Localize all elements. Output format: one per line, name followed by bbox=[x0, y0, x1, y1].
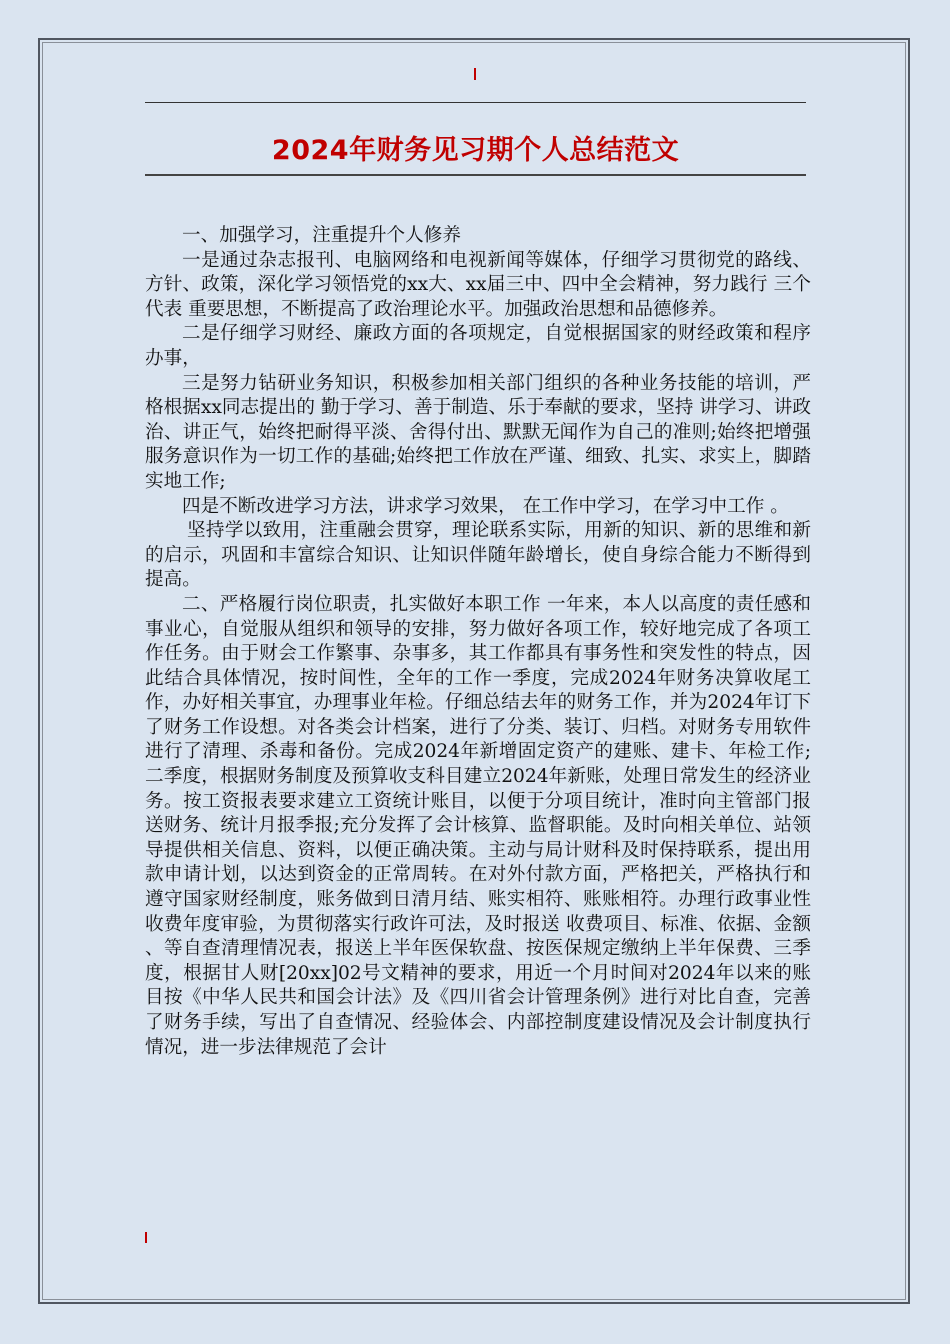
paragraph: 三是努力钻研业务知识，积极参加相关部门组织的各种业务技能的培训，严格根据xx同志提出的 勤于学习、善于制造、乐于奉献的要求，坚持 讲学习、讲政治、讲正气，始终把耐得平淡、舍得付出、默默无闻作为自己的准则;始终把增强服务意识作为一切工作的基础;始终把工作放在严谨、细致、扎实、求实上，脚踏实地工作; bbox=[145, 372, 811, 492]
title-rule bbox=[145, 174, 806, 176]
document-body bbox=[145, 224, 811, 1060]
section-heading-1: 一、加强学习，注重提升个人修养 bbox=[182, 225, 461, 246]
paragraph: 坚持学以致用，注重融会贯穿，理论联系实际，用新的知识、新的思维和新的启示，巩固和丰富综合知识、让知识伴随年龄增长，使自身综合能力不断得到提高。 bbox=[145, 520, 811, 591]
paragraph: 二、严格履行岗位职责，扎实做好本职工作 一年来，本人以高度的责任感和事业心，自觉服从组织和领导的安排，努力做好各项工作，较好地完成了各项工作任务。由于财会工作繁事、杂事多，其工作都具有事务性和突发性的特点，因此结合具体情况，按时间性，全年的工作一季度，完成2024年财务决算收尾工作，办好相关事宜，办理事业年检。仔细总结去年的财务工作，并为2024年订下了财务工作设想。对各类会计档案，进行了分类、装订、归档。对财务专用软件进行了清理、杀毒和备份。完成2024年新增固定资产的建账、建卡、年检工作;二季度，根据财务制度及预算收支科目建立2024年新账，处理日常发生的经济业务。按工资报表要求建立工资统计账目，以便于分项目统计，准时向主管部门报送财务、统计月报季报;充分发挥了会计核算、监督职能。及时向相关单位、站领导提供相关信息、资料，以便正确决策。主动与局计财科及时保持联系，提出用款申请计划，以达到资金的正常周转。在对外付款方面，严格把关，严格执行和遵守国家财经制度，账务做到日清月结、账实相符、账账相符。办理行政事业性收费年度审验，为贯彻落实行政许可法，及时报送 收费项目、标准、依据、金额 、等自查清理情况表，报送上半年医保软盘、按医保规定缴纳上半年保费、三季度，根据甘人财[20xx]02号文精神的要求，用近一个月时间对2024年以来的账目按《中华人民共和国会计法》及《四川省会计管理条例》进行对比自查，完善了财务手续，写出了自查情况、经验体会、内部控制度建设情况及会计制度执行情况，进一步法律规范了会计 bbox=[145, 593, 811, 1058]
paragraph: 二是仔细学习财经、廉政方面的各项规定，自觉根据国家的财经政策和程序办事， bbox=[145, 323, 811, 369]
header-rule bbox=[145, 102, 806, 103]
paragraph: 一是通过杂志报刊、电脑网络和电视新闻等媒体，仔细学习贯彻党的路线、方针、政策，深化学习领悟党的xx大、xx届三中、四中全会精神，努力践行 三个代表 重要思想，不断提高了政治理论水平。加强政治思想和品德修养。 bbox=[145, 249, 811, 320]
header-mark bbox=[474, 68, 476, 80]
paragraph: 四是不断改进学习方法，讲求学习效果， 在工作中学习，在学习中工作 。 bbox=[182, 495, 789, 517]
footer-mark bbox=[145, 1232, 147, 1243]
document-title: 2024年财务见习期个人总结范文 bbox=[271, 135, 680, 166]
